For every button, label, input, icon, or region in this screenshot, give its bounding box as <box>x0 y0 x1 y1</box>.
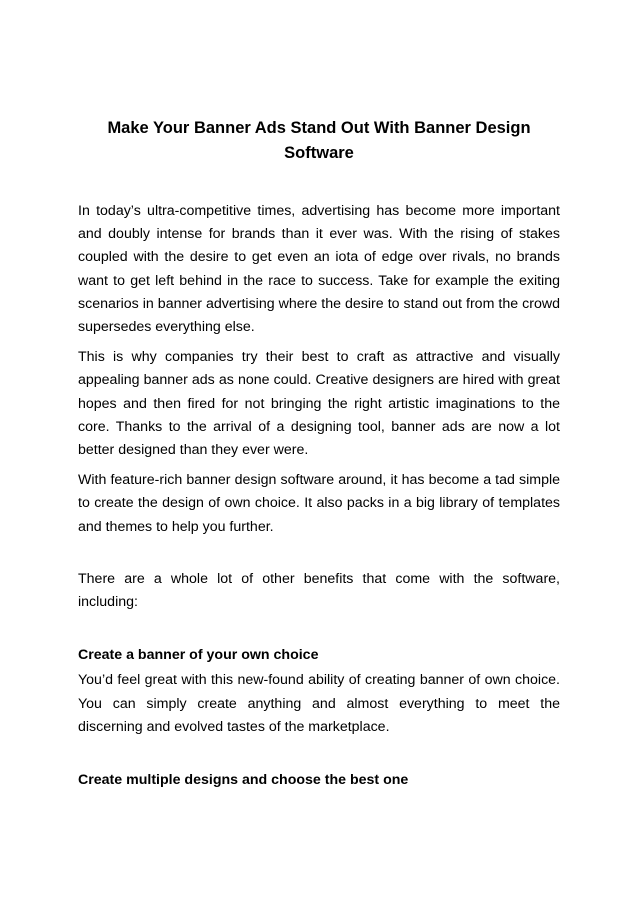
spacer <box>78 739 560 769</box>
spacer <box>78 462 560 469</box>
spacer <box>78 614 560 644</box>
spacer <box>78 339 560 346</box>
document-title: Make Your Banner Ads Stand Out With Banner Design Software <box>107 119 531 162</box>
section-heading: Create a banner of your own choice <box>78 647 319 664</box>
section-heading: Create multiple designs and choose the best one <box>78 772 409 789</box>
companies-paragraph: This is why companies try their best to craft as attractive and visually appealing banner ads as none could. Creative designers are hired with great hopes and then fired for not bringing the right artistic imaginations to the core. Thanks to the arrival of a designing tool, banner ads are now a lot better designed than they ever were. <box>78 349 560 459</box>
benefits-intro-paragraph: There are a whole lot of other benefits that come with the software, including: <box>78 570 560 611</box>
intro-paragraph: In today’s ultra-competitive times, advertising has become more important and doubly intense for brands than it ever was. With the rising of stakes coupled with the desire to get even an iota of edge over rivals, no brands want to get left behind in the race to success. Take for example the exiting scenarios in banner advertising where the desire to stand out from the crowd supersedes everything else. <box>78 203 560 336</box>
document-body <box>78 116 560 792</box>
section-body: You’d feel great with this new-found ability of creating banner of own choice. You can simply create anything and almost everything to meet the discerning and evolved tastes of the marketplace. <box>78 672 560 735</box>
spacer <box>78 539 560 568</box>
spacer <box>78 166 560 200</box>
software-paragraph: With feature-rich banner design software around, it has become a tad simple to create the design of own choice. It also packs in a big library of templates and themes to help you further. <box>78 472 560 535</box>
